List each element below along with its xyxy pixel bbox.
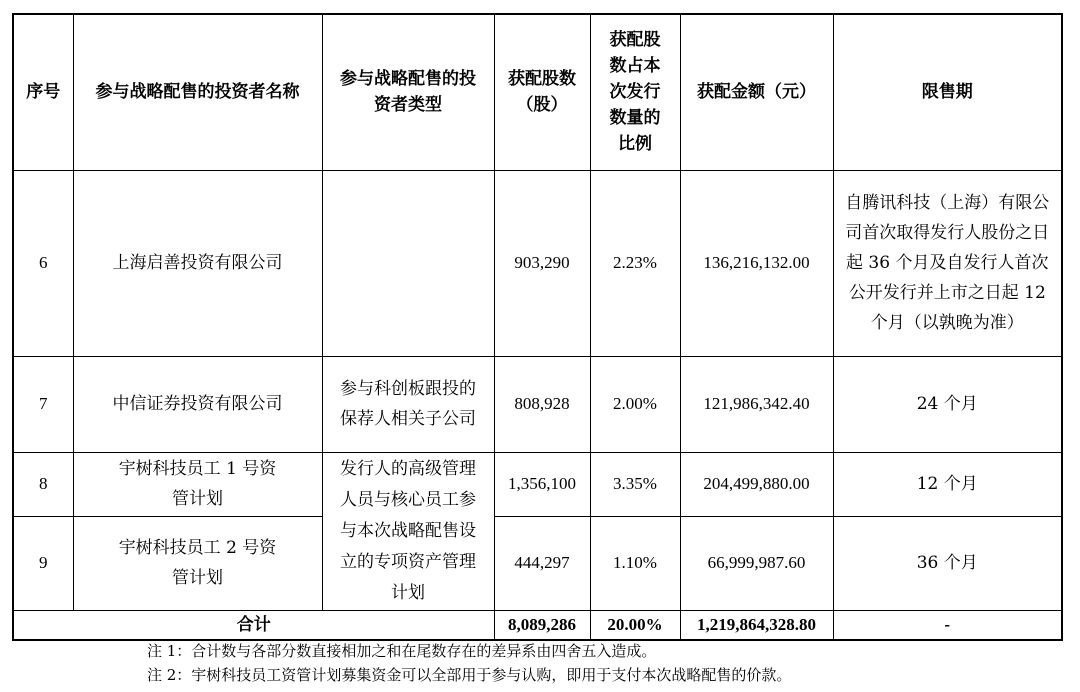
row-investor-type	[322, 452, 494, 610]
row-lockup-text: 自腾讯科技（上海）有限公司首次取得发行人股份之日起 36 个月及自发行人首次公开发行并上市之日起 12 个月（以孰晚为准）	[845, 193, 1050, 333]
strategic-placement-table	[12, 13, 1063, 641]
row-shares: 808,928	[494, 356, 590, 452]
row-no: 8	[13, 452, 73, 516]
header-no: 序号	[13, 14, 73, 170]
row-ratio: 2.00%	[590, 356, 680, 452]
table-row	[13, 516, 1062, 610]
row-ratio: 3.35%	[590, 452, 680, 516]
total-label: 合计	[13, 610, 494, 640]
row-amount: 66,999,987.60	[680, 516, 833, 610]
row-investor-type-text: 参与科创板跟投的保荐人相关子公司	[340, 379, 476, 429]
total-lockup: -	[833, 610, 1062, 640]
row-shares: 903,290	[494, 170, 590, 356]
header-investor-name	[73, 14, 322, 170]
table-row	[13, 170, 1062, 356]
header-shares	[494, 14, 590, 170]
row-lockup: 24 个月	[833, 356, 1062, 452]
row-lockup	[833, 170, 1062, 356]
total-ratio: 20.00%	[590, 610, 680, 640]
row-no: 7	[13, 356, 73, 452]
table-row	[13, 452, 1062, 516]
row-investor-name	[73, 452, 322, 516]
row-no: 6	[13, 170, 73, 356]
header-ratio	[590, 14, 680, 170]
row-ratio: 1.10%	[590, 516, 680, 610]
row-no: 9	[13, 516, 73, 610]
row-investor-name-text: 宇树科技员工 2 号资管计划	[118, 538, 277, 588]
footnote-2: 注 2：宇树科技员工资管计划募集资金可以全部用于参与认购，即用于支付本次战略配售的价款。	[147, 666, 792, 684]
row-investor-name: 上海启善投资有限公司	[73, 170, 322, 356]
header-amount: 获配金额（元）	[680, 14, 833, 170]
row-investor-type	[322, 356, 494, 452]
header-investor-type-text: 参与战略配售的投资者类型	[340, 69, 476, 116]
row-investor-name: 中信证券投资有限公司	[73, 356, 322, 452]
row-ratio: 2.23%	[590, 170, 680, 356]
total-row	[13, 610, 1062, 640]
total-amount: 1,219,864,328.80	[680, 610, 833, 640]
table-row	[13, 356, 1062, 452]
row-lockup: 36 个月	[833, 516, 1062, 610]
header-shares-text: 获配股数（股）	[508, 69, 576, 116]
row-lockup: 12 个月	[833, 452, 1062, 516]
header-ratio-text: 获配股数占本次发行数量的比例	[609, 30, 661, 155]
row-investor-type-text: 发行人的高级管理人员与核心员工参与本次战略配售设立的专项资产管理计划	[340, 458, 476, 603]
header-row	[13, 14, 1062, 170]
total-shares: 8,089,286	[494, 610, 590, 640]
row-shares: 1,356,100	[494, 452, 590, 516]
row-amount: 121,986,342.40	[680, 356, 833, 452]
header-investor-type	[322, 14, 494, 170]
row-shares: 444,297	[494, 516, 590, 610]
row-amount: 136,216,132.00	[680, 170, 833, 356]
header-investor-name-text: 参与战略配售的投资者名称	[95, 82, 300, 103]
header-lockup: 限售期	[833, 14, 1062, 170]
row-investor-type-empty	[322, 170, 494, 356]
row-investor-name	[73, 516, 322, 610]
row-amount: 204,499,880.00	[680, 452, 833, 516]
footnote-1: 注 1：合计数与各部分数直接相加之和在尾数存在的差异系由四舍五入造成。	[147, 642, 657, 660]
footnotes	[147, 639, 791, 687]
row-investor-name-text: 宇树科技员工 1 号资管计划	[118, 459, 277, 509]
